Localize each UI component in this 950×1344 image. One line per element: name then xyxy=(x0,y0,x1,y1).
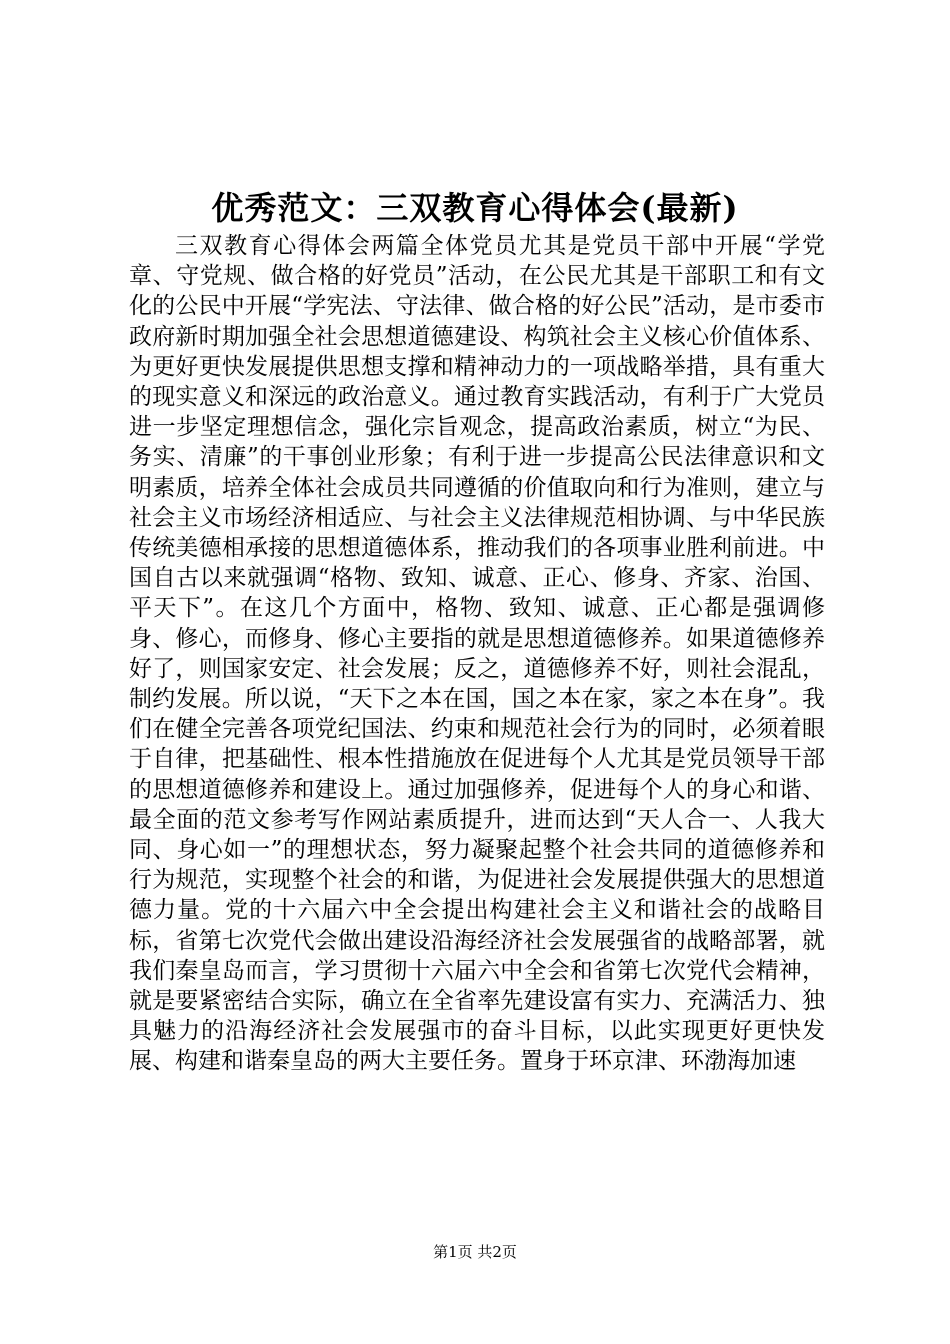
page-footer: 第1页 共2页 xyxy=(433,1243,517,1261)
document-body: 三双教育心得体会两篇全体党员尤其是党员干部中开展“学党章、守党规、做合格的好党员”活动，在公民尤其是干部职工和有文化的公民中开展“学宪法、守法律、做合格的好公民”活动，是市委市政府新时期加强全社会思想道德建设、构筑社会主义核心价值体系、为更好更快发展提供思想支撑和精神动力的一项战略举措，具有重大的现实意义和深远的政治意义。通过教育实践活动，有利于广大党员进一步坚定理想信念，强化宗旨观念，提高政治素质，树立“为民、务实、清廉”的干事创业形象；有利于进一步提高公民法律意识和文明素质，培养全体社会成员共同遵循的价值取向和行为准则，建立与社会主义市场经济相适应、与社会主义法律规范相协调、与中华民族传统美德相承接的思想道德体系，推动我们的各项事业胜利前进。中国自古以来就强调“格物、致知、诚意、正心、修身、齐家、治国、平天下”。在这几个方面中，格物、致知、诚意、正心都是强调修身、修心，而修身、修心主要指的就是思想道德修养。如果道德修养好了，则国家安定、社会发展；反之，道德修养不好，则社会混乱，制约发展。所以说，“天下之本在国，国之本在家，家之本在身”。我们在健全完善各项党纪国法、约束和规范社会行为的同时，必须着眼于自律，把基础性、根本性措施放在促进每个人尤其是党员领导干部的思想道德修养和建设上。通过加强修养，促进每个人的身心和谐、最全面的范文参考写作网站素质提升，进而达到“天人合一、人我大同、身心如一”的理想状态，努力凝聚起整个社会共同的道德修养和行为规范，实现整个社会的和谐，为促进社会发展提供强大的思想道德力量。党的十六届六中全会提出构建社会主义和谐社会的战略目标，省第七次党代会做出建设沿海经济社会发展强省的战略部署，就我们秦皇岛而言，学习贯彻十六届六中全会和省第七次党代会精神，就是要紧密结合实际，确立在全省率先建设富有实力、充满活力、独具魅力的沿海经济社会发展强市的奋斗目标，以此实现更好更快发展、构建和谐秦皇岛的两大主要任务。置身于环京津、环渤海加速 xyxy=(129,233,825,1075)
document-title: 优秀范文：三双教育心得体会(最新) xyxy=(211,189,739,227)
